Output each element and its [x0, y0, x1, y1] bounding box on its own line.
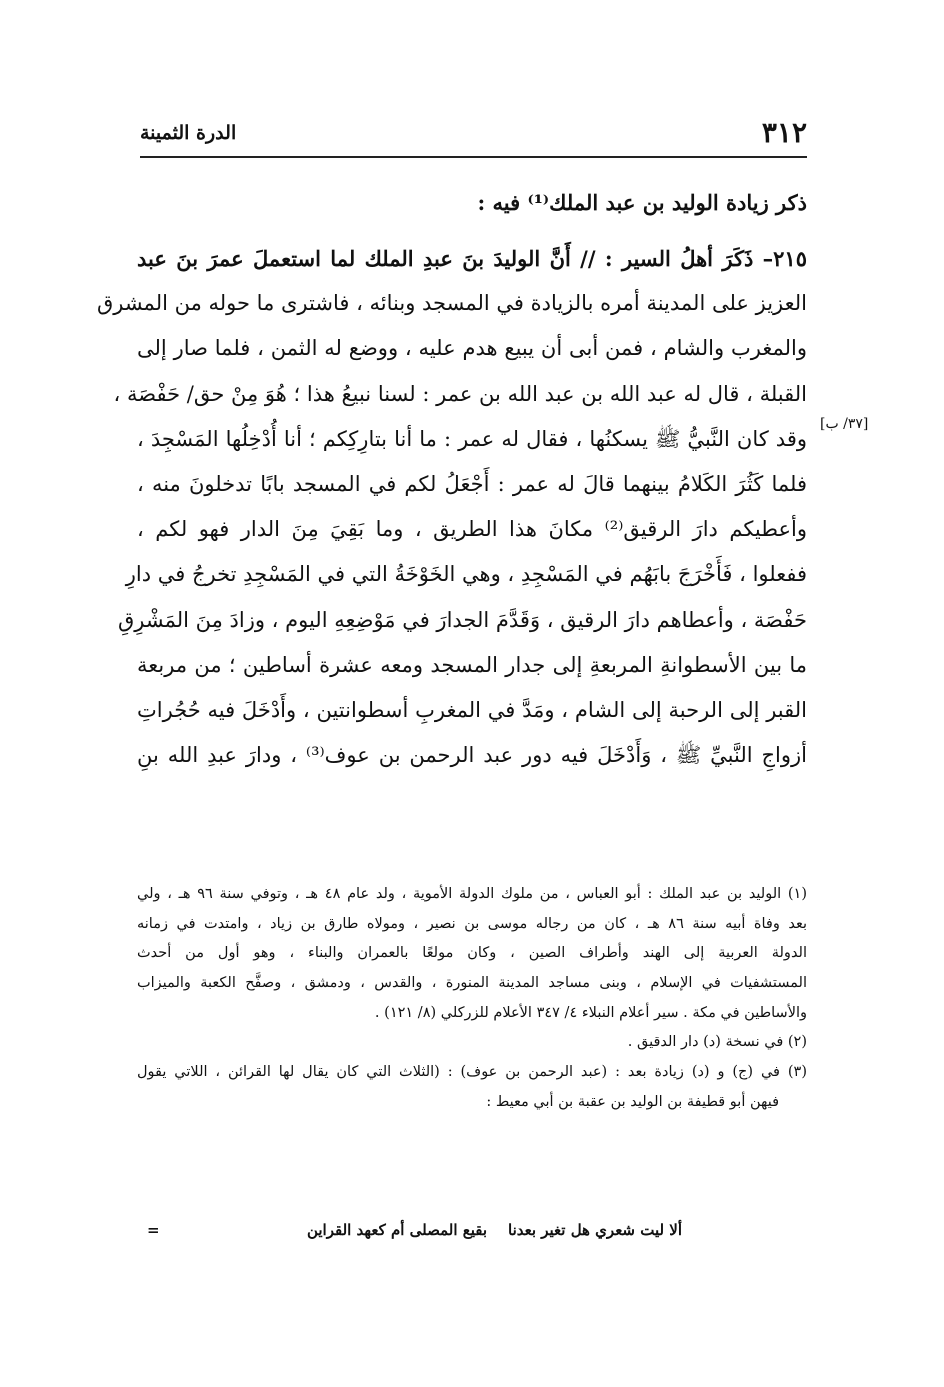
body-line: القبلة ، قال له عبد الله بن عبد الله بن عمر : لسنا نبيعُ هذا ؛ هُوَ مِنْ حق/ حَفْصَة ،	[113, 381, 807, 406]
body-line: أزواجِ النَّبيِّ ﷺ ، وَأَدْخَلَ فيه دور عبد الرحمن بن عوف⁽³⁾ ، ودارَ عبدِ الله بنِ	[137, 743, 807, 768]
body-line: ففعلوا ، فَأَخْرَجَ بابَهُم في المَسْجِدِ ، وهي الخَوْخَةُ التي في المَسْجِدِ تخرجُ في دارِ	[125, 562, 807, 587]
body-line: والمغرب والشام ، فمن أبى أن يبيع هدم عليه ، ووضع له الثمن ، فلما صار إلى	[137, 336, 807, 361]
page-number: ٣١٢	[761, 116, 807, 149]
footnote-1-line: بعد وفاة أبيه سنة ٨٦ هـ ، كان من رجاله موسى بن نصير ، ومولاه طارق بن زياد ، وامتدت في زمانه	[137, 915, 807, 932]
footnote-3-line: فيهن أبو قطيفة بن الوليد بن عقبة بن أبي معيط :	[486, 1093, 779, 1110]
body-line: فلما كَثُرَ الكَلامُ بينهما قالَ له عمر : أَجْعَلُ لكم في المسجد بابًا تدخلونَ منه ،	[137, 471, 807, 496]
footnote-1-line: والأساطين في مكة . سير أعلام النبلاء ٤/ ٣٤٧ الأعلام للزركلي (٨/ ١٢١) .	[374, 1004, 807, 1021]
verse-hemistich-1: ألا ليت شعري هل تغير بعدنا	[508, 1221, 682, 1239]
footnote-2: (٢) في نسخة (د) دار الدقيق .	[627, 1034, 807, 1051]
body-text	[96, 236, 808, 778]
footnote-1-line: المستشفيات في الإسلام ، وبنى مساجد المدينة المنورة ، والقدس ، ودمشق ، وصفَّح الكعبة والميزاب	[137, 975, 807, 992]
body-line: ٢١٥– ذَكَرَ أهلُ السير : // أَنَّ الوليدَ بنَ عبدِ الملك لما استعملَ عمرَ بنَ عبد	[137, 246, 807, 271]
continuation-mark: =	[147, 1221, 160, 1239]
body-line: القبر إلى الرحبة إلى الشام ، ومَدَّ في المغربِ أسطوانتين ، وأَدْخَلَ فيه حُجُراتِ	[137, 697, 807, 722]
footnote-1-line: الدولة العربية إلى الهند وأطراف الصين ، وكان مولعًا بالعمران والبناء ، وهو أول من أحدث	[137, 945, 807, 962]
section-heading: ذكر زيادة الوليد بن عبد الملك⁽¹⁾ فيه :	[477, 190, 807, 215]
body-line: ما بين الأسطوانةِ المربعةِ إلى جدار المسجد ومعه عشرة أساطين ؛ من مربعة	[137, 652, 807, 677]
body-line: حَفْصَة ، وأعطاهم دارَ الرقيق ، وَقَدَّمَ الجدارَ في مَوْضِعِهِ اليوم ، وزادَ مِنَ المَشْرِقِ	[117, 607, 807, 632]
verse-hemistich-2: بقيع المصلى أم كعهد القراين	[306, 1221, 487, 1239]
book-title: الدرة الثمينة	[140, 122, 237, 144]
margin-note: [٣٧/ ب]	[820, 416, 869, 432]
footnotes	[137, 880, 807, 1118]
body-line: وقد كان النَّبيُّ ﷺ يسكنُها ، فقال له عمر : ما أنا بتارِكِكم ؛ أنا أُدْخِلُها المَسْجِدَ ،	[137, 426, 807, 451]
verse	[137, 1221, 807, 1245]
page-header	[140, 112, 807, 158]
footnote-3-line: (٣) في (ج) و (د) زيادة بعد : (عبد الرحمن بن عوف) : (الثلاث التي كان يقال لها القرائن ، اللاتي يقول	[137, 1064, 807, 1081]
body-line: وأعطيكم دارَ الرقيق⁽²⁾ مكانَ هذا الطريق ، وما بَقِيَ مِنَ الدار فهو لكم ،	[137, 517, 808, 542]
footnote-1-line: (١) الوليد بن عبد الملك : أبو العباس ، من ملوك الدولة الأموية ، ولد عام ٤٨ هـ ، وتوفي سنة ٩٦ هـ ، ولي	[137, 886, 807, 902]
body-line: العزيز على المدينة أمره بالزيادة في المسجد وبنائه ، فاشترى ما حوله من المشرق	[96, 291, 807, 316]
